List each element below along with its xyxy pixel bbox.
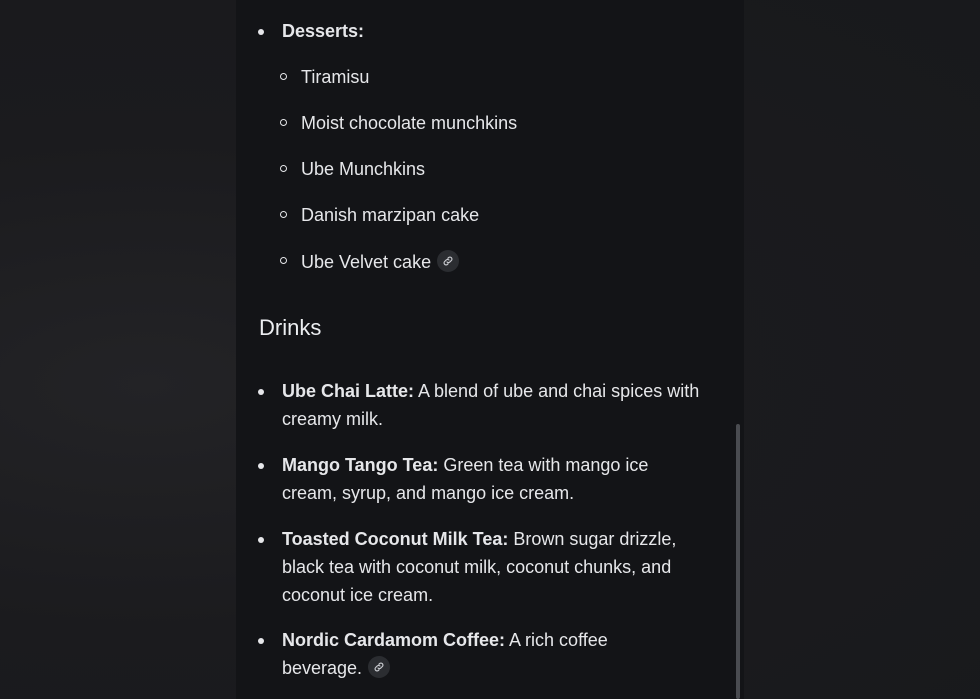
dessert-item-label: Tiramisu [301, 67, 370, 87]
bullet-ring [280, 257, 287, 264]
drink-description-cont: black tea with coconut milk, coconut chunks, and [282, 557, 672, 577]
chat-response-panel [236, 0, 744, 699]
drinks-heading: Drinks [259, 315, 322, 340]
drink-line [282, 451, 648, 479]
drink-name: Ube Chai Latte: [282, 381, 415, 401]
bullet-ring [280, 165, 287, 172]
dessert-item-label: Danish marzipan cake [301, 205, 480, 225]
dessert-item-label: Ube Velvet cake [301, 252, 432, 272]
bullet-dot [258, 29, 264, 35]
drink-description-cont [282, 654, 390, 682]
bullet-dot [258, 389, 264, 395]
source-link-button[interactable] [437, 250, 459, 272]
desserts-label: Desserts: [282, 21, 365, 41]
bullet-dot [258, 638, 264, 644]
drink-description-cont: cream, syrup, and mango ice cream. [282, 483, 575, 503]
drink-line [282, 626, 608, 654]
dessert-item-label: Ube Munchkins [301, 159, 426, 179]
drink-description: A rich coffee [505, 630, 608, 650]
scrollbar-thumb[interactable] [736, 424, 740, 699]
drink-description-cont: creamy milk. [282, 409, 384, 429]
drink-name: Mango Tango Tea: [282, 455, 439, 475]
bullet-ring [280, 211, 287, 218]
drink-description: A blend of ube and chai spices with [414, 381, 700, 401]
link-icon [442, 255, 454, 267]
drink-description-cont: coconut ice cream. [282, 585, 434, 605]
drink-description: Brown sugar drizzle, [508, 529, 677, 549]
drink-description-end: beverage. [282, 658, 363, 678]
bullet-ring [280, 119, 287, 126]
source-link-button[interactable] [368, 656, 390, 678]
dessert-item-row [301, 248, 459, 276]
bullet-dot [258, 463, 264, 469]
drink-line [282, 525, 676, 553]
bullet-dot [258, 537, 264, 543]
dessert-item-label: Moist chocolate munchkins [301, 113, 518, 133]
bullet-ring [280, 73, 287, 80]
drink-line [282, 377, 699, 405]
drink-description: Green tea with mango ice [438, 455, 649, 475]
link-icon [373, 661, 385, 673]
drink-name: Toasted Coconut Milk Tea: [282, 529, 509, 549]
drink-name: Nordic Cardamom Coffee: [282, 630, 506, 650]
